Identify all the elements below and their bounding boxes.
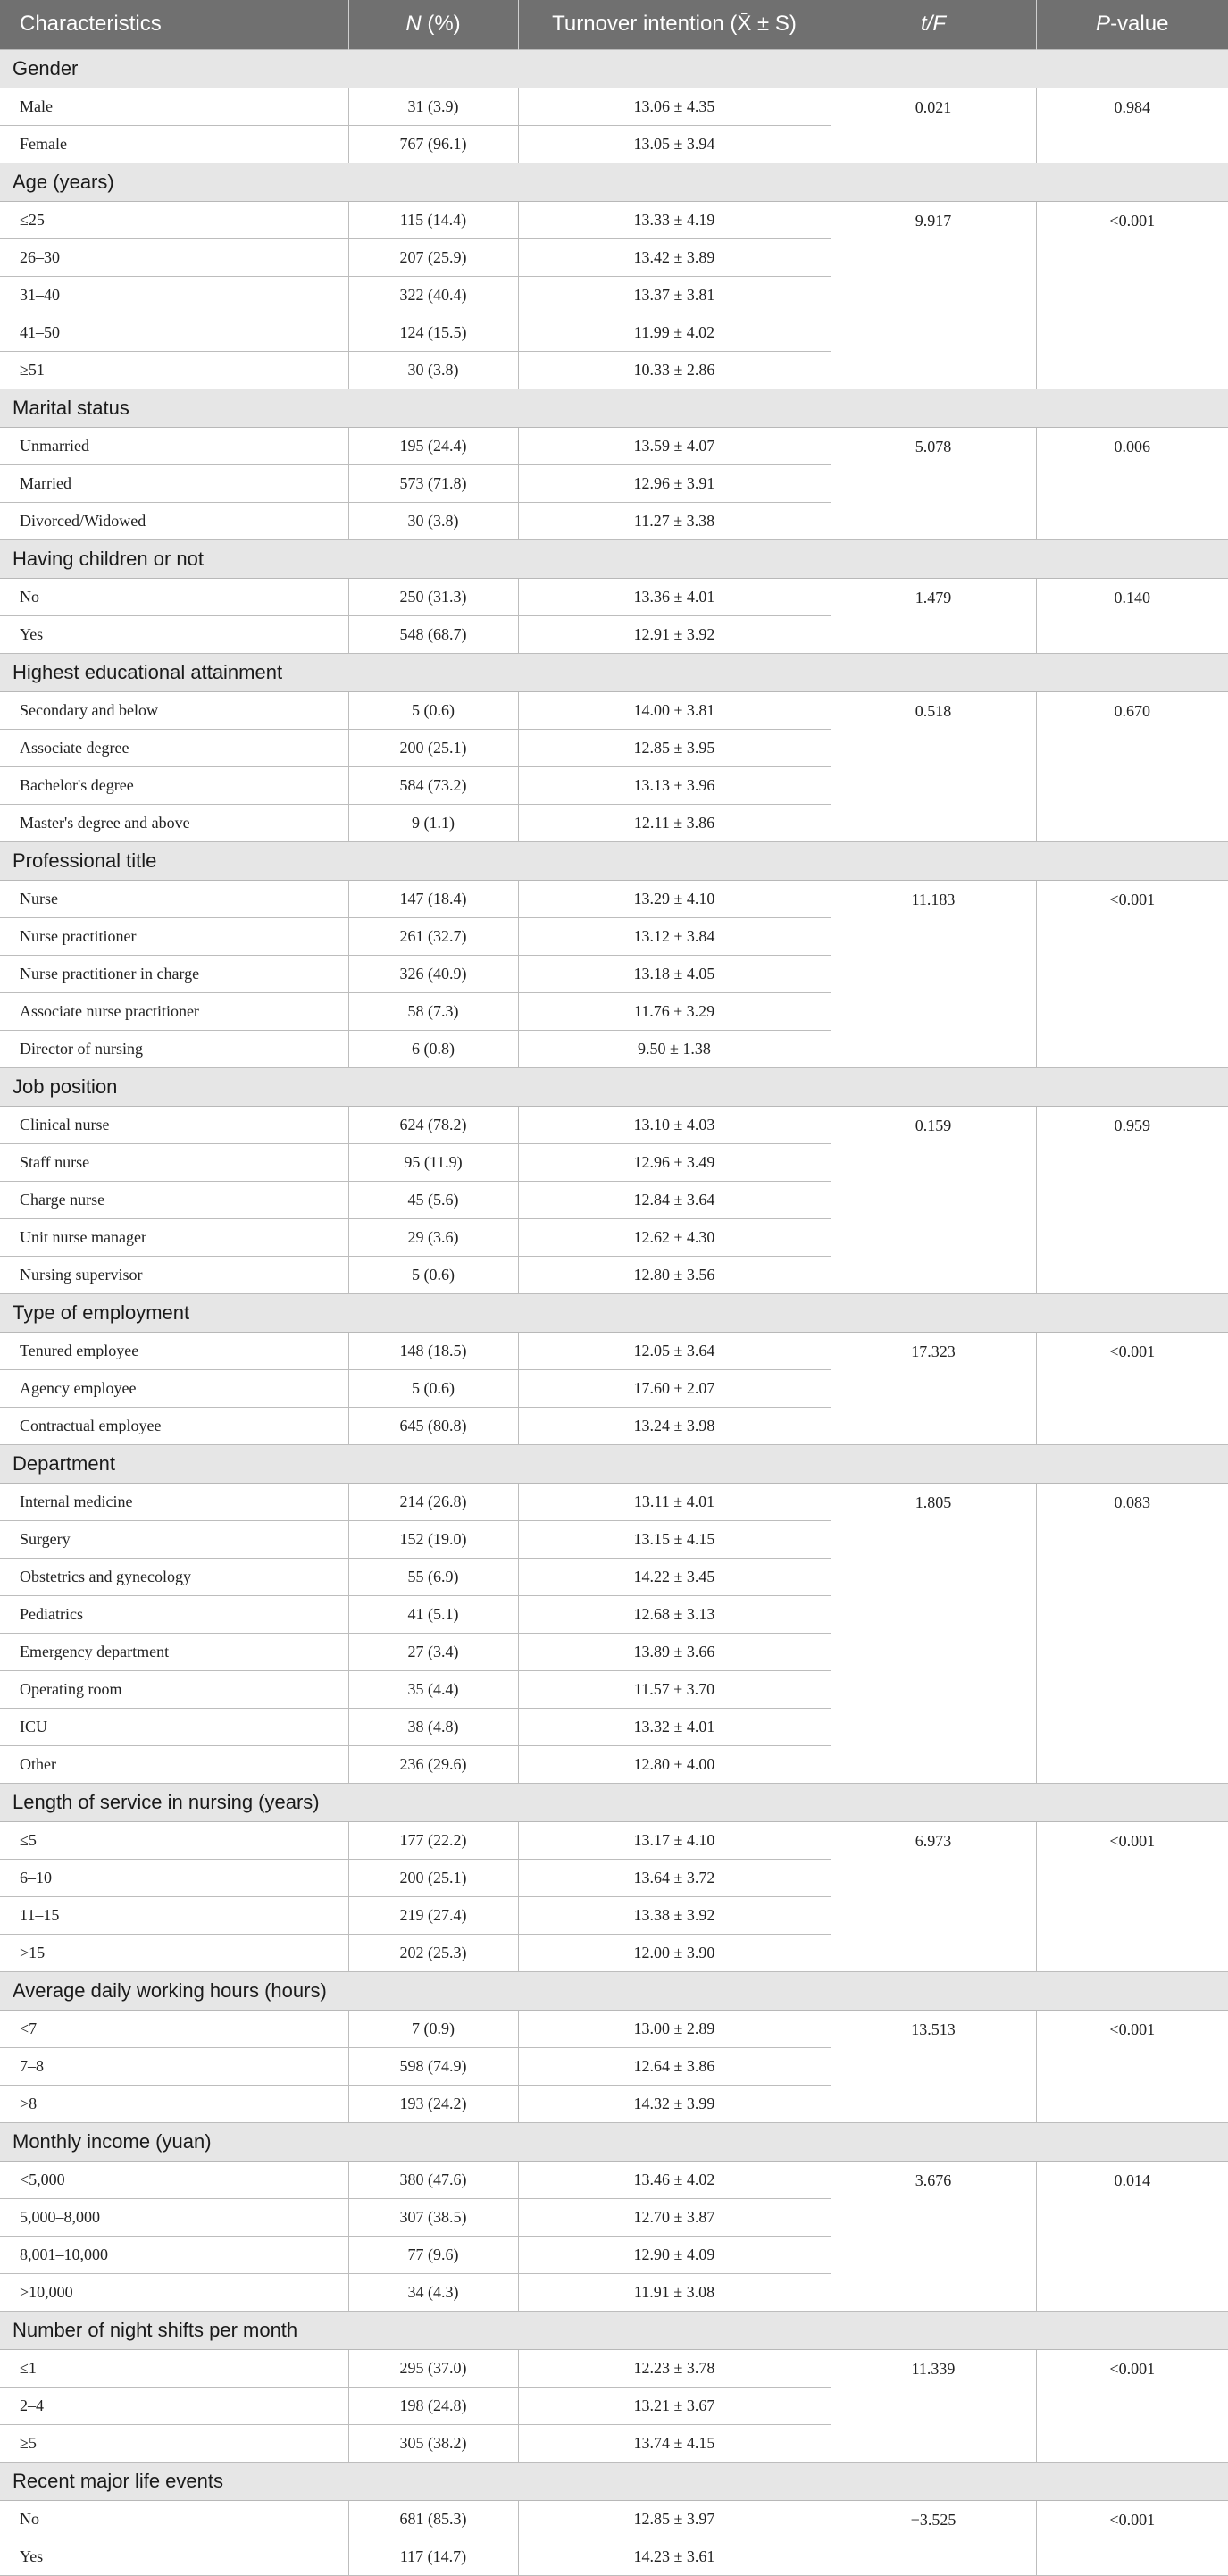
- row-turnover-intention: 17.60 ± 2.07: [518, 1369, 831, 1407]
- header-characteristics: Characteristics: [0, 0, 348, 49]
- row-n-percent: 584 (73.2): [348, 766, 518, 804]
- row-label: Agency employee: [0, 1369, 348, 1407]
- header-p-rest: -value: [1110, 12, 1169, 37]
- row-n-percent: 236 (29.6): [348, 1745, 518, 1783]
- row-turnover-intention: 14.23 ± 3.61: [518, 2538, 831, 2575]
- group-title: Monthly income (yuan): [0, 2122, 1228, 2161]
- row-label: Married: [0, 464, 348, 502]
- group-t-f-value: 17.323: [831, 1332, 1036, 1444]
- group-t-f-value: 0.021: [831, 88, 1036, 163]
- table-row: [0, 2161, 1228, 2198]
- group-header-row: [0, 1293, 1228, 1332]
- row-label: Internal medicine: [0, 1483, 348, 1520]
- group-p-value: <0.001: [1036, 2349, 1228, 2462]
- group-header-row: [0, 1067, 1228, 1106]
- row-label: Master's degree and above: [0, 804, 348, 841]
- row-n-percent: 6 (0.8): [348, 1030, 518, 1067]
- table-row: [0, 880, 1228, 917]
- row-turnover-intention: 13.64 ± 3.72: [518, 1859, 831, 1896]
- row-label: Secondary and below: [0, 691, 348, 729]
- table-row: [0, 201, 1228, 238]
- group-header-row: [0, 389, 1228, 427]
- group-header-row: [0, 49, 1228, 88]
- row-label: ICU: [0, 1708, 348, 1745]
- header-n-rest: (%): [421, 12, 461, 37]
- group-t-f-value: 9.917: [831, 201, 1036, 389]
- row-n-percent: 598 (74.9): [348, 2047, 518, 2085]
- row-turnover-intention: 12.84 ± 3.64: [518, 1181, 831, 1218]
- row-n-percent: 35 (4.4): [348, 1670, 518, 1708]
- group-header-row: [0, 653, 1228, 691]
- group-title: Having children or not: [0, 539, 1228, 578]
- row-turnover-intention: 12.80 ± 4.00: [518, 1745, 831, 1783]
- row-turnover-intention: 13.17 ± 4.10: [518, 1821, 831, 1859]
- row-n-percent: 124 (15.5): [348, 314, 518, 351]
- row-turnover-intention: 11.76 ± 3.29: [518, 992, 831, 1030]
- row-turnover-intention: 12.96 ± 3.91: [518, 464, 831, 502]
- header-n-percent: [348, 0, 518, 49]
- group-title: Professional title: [0, 841, 1228, 880]
- row-label: Surgery: [0, 1520, 348, 1558]
- row-n-percent: 177 (22.2): [348, 1821, 518, 1859]
- row-turnover-intention: 13.11 ± 4.01: [518, 1483, 831, 1520]
- row-n-percent: 195 (24.4): [348, 427, 518, 464]
- row-label: 7–8: [0, 2047, 348, 2085]
- row-turnover-intention: 13.00 ± 2.89: [518, 2010, 831, 2047]
- row-turnover-intention: 13.05 ± 3.94: [518, 125, 831, 163]
- header-turnover-intention: Turnover intention (X̄ ± S): [518, 0, 831, 49]
- row-n-percent: 200 (25.1): [348, 1859, 518, 1896]
- row-label: Staff nurse: [0, 1143, 348, 1181]
- row-n-percent: 219 (27.4): [348, 1896, 518, 1934]
- row-label: Pediatrics: [0, 1595, 348, 1633]
- table-row: [0, 427, 1228, 464]
- row-turnover-intention: 11.57 ± 3.70: [518, 1670, 831, 1708]
- row-label: Contractual employee: [0, 1407, 348, 1444]
- row-label: Tenured employee: [0, 1332, 348, 1369]
- row-n-percent: 548 (68.7): [348, 615, 518, 653]
- row-n-percent: 77 (9.6): [348, 2236, 518, 2273]
- row-n-percent: 5 (0.6): [348, 1256, 518, 1293]
- row-turnover-intention: 11.91 ± 3.08: [518, 2273, 831, 2311]
- row-n-percent: 41 (5.1): [348, 1595, 518, 1633]
- row-n-percent: 5 (0.6): [348, 1369, 518, 1407]
- row-turnover-intention: 11.27 ± 3.38: [518, 502, 831, 539]
- table-row: [0, 2500, 1228, 2538]
- row-n-percent: 322 (40.4): [348, 276, 518, 314]
- group-title: Number of night shifts per month: [0, 2311, 1228, 2349]
- row-turnover-intention: 12.90 ± 4.09: [518, 2236, 831, 2273]
- group-title: Job position: [0, 1067, 1228, 1106]
- row-label: Yes: [0, 615, 348, 653]
- group-title: Average daily working hours (hours): [0, 1971, 1228, 2010]
- row-n-percent: 115 (14.4): [348, 201, 518, 238]
- header-t-f: t/F: [831, 0, 1036, 49]
- group-p-value: 0.014: [1036, 2161, 1228, 2311]
- table-row: [0, 1821, 1228, 1859]
- row-n-percent: 147 (18.4): [348, 880, 518, 917]
- row-label: Bachelor's degree: [0, 766, 348, 804]
- row-label: 8,001–10,000: [0, 2236, 348, 2273]
- row-label: Nurse: [0, 880, 348, 917]
- row-turnover-intention: 13.32 ± 4.01: [518, 1708, 831, 1745]
- group-p-value: <0.001: [1036, 1821, 1228, 1971]
- row-turnover-intention: 13.59 ± 4.07: [518, 427, 831, 464]
- group-title: Type of employment: [0, 1293, 1228, 1332]
- row-turnover-intention: 11.99 ± 4.02: [518, 314, 831, 351]
- header-n-italic: N: [405, 12, 422, 37]
- row-n-percent: 767 (96.1): [348, 125, 518, 163]
- row-n-percent: 645 (80.8): [348, 1407, 518, 1444]
- row-n-percent: 7 (0.9): [348, 2010, 518, 2047]
- row-turnover-intention: 12.68 ± 3.13: [518, 1595, 831, 1633]
- table-body: [0, 49, 1228, 2575]
- row-turnover-intention: 13.12 ± 3.84: [518, 917, 831, 955]
- row-turnover-intention: 13.89 ± 3.66: [518, 1633, 831, 1670]
- row-label: Director of nursing: [0, 1030, 348, 1067]
- row-n-percent: 30 (3.8): [348, 502, 518, 539]
- row-n-percent: 307 (38.5): [348, 2198, 518, 2236]
- row-n-percent: 5 (0.6): [348, 691, 518, 729]
- row-n-percent: 9 (1.1): [348, 804, 518, 841]
- row-n-percent: 30 (3.8): [348, 351, 518, 389]
- group-p-value: <0.001: [1036, 2500, 1228, 2575]
- row-turnover-intention: 14.32 ± 3.99: [518, 2085, 831, 2122]
- group-title: Highest educational attainment: [0, 653, 1228, 691]
- row-label: Obstetrics and gynecology: [0, 1558, 348, 1595]
- group-p-value: 0.140: [1036, 578, 1228, 653]
- group-p-value: 0.006: [1036, 427, 1228, 539]
- row-n-percent: 200 (25.1): [348, 729, 518, 766]
- group-p-value: 0.959: [1036, 1106, 1228, 1293]
- group-t-f-value: 0.518: [831, 691, 1036, 841]
- row-label: Unmarried: [0, 427, 348, 464]
- row-label: Yes: [0, 2538, 348, 2575]
- row-turnover-intention: 12.05 ± 3.64: [518, 1332, 831, 1369]
- row-n-percent: 31 (3.9): [348, 88, 518, 125]
- row-label: Other: [0, 1745, 348, 1783]
- group-header-row: [0, 2462, 1228, 2500]
- row-n-percent: 573 (71.8): [348, 464, 518, 502]
- row-label: Divorced/Widowed: [0, 502, 348, 539]
- row-turnover-intention: 13.37 ± 3.81: [518, 276, 831, 314]
- row-turnover-intention: 13.15 ± 4.15: [518, 1520, 831, 1558]
- row-n-percent: 681 (85.3): [348, 2500, 518, 2538]
- row-turnover-intention: 13.74 ± 4.15: [518, 2424, 831, 2462]
- row-label: 31–40: [0, 276, 348, 314]
- row-n-percent: 305 (38.2): [348, 2424, 518, 2462]
- group-t-f-value: 1.805: [831, 1483, 1036, 1783]
- row-label: 26–30: [0, 238, 348, 276]
- row-n-percent: 38 (4.8): [348, 1708, 518, 1745]
- row-n-percent: 34 (4.3): [348, 2273, 518, 2311]
- row-label: 5,000–8,000: [0, 2198, 348, 2236]
- row-turnover-intention: 12.85 ± 3.97: [518, 2500, 831, 2538]
- header-p-italic: P: [1096, 12, 1111, 37]
- row-n-percent: 152 (19.0): [348, 1520, 518, 1558]
- row-turnover-intention: 14.00 ± 3.81: [518, 691, 831, 729]
- row-turnover-intention: 13.33 ± 4.19: [518, 201, 831, 238]
- table-row: [0, 691, 1228, 729]
- row-label: Male: [0, 88, 348, 125]
- table-row: [0, 1483, 1228, 1520]
- table-row: [0, 578, 1228, 615]
- row-turnover-intention: 13.38 ± 3.92: [518, 1896, 831, 1934]
- row-label: ≤5: [0, 1821, 348, 1859]
- row-turnover-intention: 13.18 ± 4.05: [518, 955, 831, 992]
- group-header-row: [0, 539, 1228, 578]
- group-header-row: [0, 1971, 1228, 2010]
- row-turnover-intention: 12.80 ± 3.56: [518, 1256, 831, 1293]
- table-row: [0, 1106, 1228, 1143]
- row-turnover-intention: 13.29 ± 4.10: [518, 880, 831, 917]
- row-n-percent: 295 (37.0): [348, 2349, 518, 2387]
- group-title: Gender: [0, 49, 1228, 88]
- row-n-percent: 250 (31.3): [348, 578, 518, 615]
- row-label: Nurse practitioner in charge: [0, 955, 348, 992]
- group-p-value: 0.984: [1036, 88, 1228, 163]
- group-p-value: <0.001: [1036, 1332, 1228, 1444]
- group-title: Department: [0, 1444, 1228, 1483]
- row-turnover-intention: 12.00 ± 3.90: [518, 1934, 831, 1971]
- row-turnover-intention: 12.23 ± 3.78: [518, 2349, 831, 2387]
- row-turnover-intention: 10.33 ± 2.86: [518, 351, 831, 389]
- row-label: >15: [0, 1934, 348, 1971]
- group-t-f-value: −3.525: [831, 2500, 1036, 2575]
- row-turnover-intention: 13.10 ± 4.03: [518, 1106, 831, 1143]
- group-title: Age (years): [0, 163, 1228, 201]
- row-n-percent: 624 (78.2): [348, 1106, 518, 1143]
- table-row: [0, 2349, 1228, 2387]
- row-n-percent: 193 (24.2): [348, 2085, 518, 2122]
- group-p-value: 0.083: [1036, 1483, 1228, 1783]
- group-header-row: [0, 163, 1228, 201]
- row-n-percent: 45 (5.6): [348, 1181, 518, 1218]
- group-header-row: [0, 841, 1228, 880]
- row-n-percent: 207 (25.9): [348, 238, 518, 276]
- row-label: <7: [0, 2010, 348, 2047]
- group-p-value: <0.001: [1036, 880, 1228, 1067]
- row-n-percent: 95 (11.9): [348, 1143, 518, 1181]
- row-label: ≥51: [0, 351, 348, 389]
- table-header: [0, 0, 1228, 49]
- group-t-f-value: 0.159: [831, 1106, 1036, 1293]
- row-label: Associate nurse practitioner: [0, 992, 348, 1030]
- row-turnover-intention: 12.96 ± 3.49: [518, 1143, 831, 1181]
- row-label: >10,000: [0, 2273, 348, 2311]
- row-label: Charge nurse: [0, 1181, 348, 1218]
- table-row: [0, 1332, 1228, 1369]
- group-p-value: 0.670: [1036, 691, 1228, 841]
- row-n-percent: 148 (18.5): [348, 1332, 518, 1369]
- row-n-percent: 29 (3.6): [348, 1218, 518, 1256]
- row-turnover-intention: 9.50 ± 1.38: [518, 1030, 831, 1067]
- row-label: 11–15: [0, 1896, 348, 1934]
- row-n-percent: 198 (24.8): [348, 2387, 518, 2424]
- group-p-value: <0.001: [1036, 201, 1228, 389]
- row-turnover-intention: 12.64 ± 3.86: [518, 2047, 831, 2085]
- group-t-f-value: 11.183: [831, 880, 1036, 1067]
- row-turnover-intention: 13.06 ± 4.35: [518, 88, 831, 125]
- row-turnover-intention: 12.85 ± 3.95: [518, 729, 831, 766]
- row-n-percent: 380 (47.6): [348, 2161, 518, 2198]
- row-label: 6–10: [0, 1859, 348, 1896]
- group-t-f-value: 1.479: [831, 578, 1036, 653]
- row-label: Unit nurse manager: [0, 1218, 348, 1256]
- row-turnover-intention: 13.13 ± 3.96: [518, 766, 831, 804]
- row-label: ≥5: [0, 2424, 348, 2462]
- row-turnover-intention: 12.62 ± 4.30: [518, 1218, 831, 1256]
- row-n-percent: 55 (6.9): [348, 1558, 518, 1595]
- row-turnover-intention: 12.91 ± 3.92: [518, 615, 831, 653]
- row-label: Operating room: [0, 1670, 348, 1708]
- row-turnover-intention: 13.21 ± 3.67: [518, 2387, 831, 2424]
- row-n-percent: 58 (7.3): [348, 992, 518, 1030]
- row-label: ≤1: [0, 2349, 348, 2387]
- row-label: No: [0, 2500, 348, 2538]
- group-header-row: [0, 2122, 1228, 2161]
- row-turnover-intention: 13.36 ± 4.01: [518, 578, 831, 615]
- row-turnover-intention: 13.24 ± 3.98: [518, 1407, 831, 1444]
- row-n-percent: 27 (3.4): [348, 1633, 518, 1670]
- group-header-row: [0, 2311, 1228, 2349]
- row-label: >8: [0, 2085, 348, 2122]
- row-n-percent: 261 (32.7): [348, 917, 518, 955]
- row-n-percent: 202 (25.3): [348, 1934, 518, 1971]
- group-title: Length of service in nursing (years): [0, 1783, 1228, 1821]
- group-title: Marital status: [0, 389, 1228, 427]
- row-n-percent: 326 (40.9): [348, 955, 518, 992]
- group-t-f-value: 11.339: [831, 2349, 1036, 2462]
- group-t-f-value: 3.676: [831, 2161, 1036, 2311]
- group-t-f-value: 5.078: [831, 427, 1036, 539]
- row-n-percent: 117 (14.7): [348, 2538, 518, 2575]
- group-title: Recent major life events: [0, 2462, 1228, 2500]
- row-label: ≤25: [0, 201, 348, 238]
- header-p-value: [1036, 0, 1228, 49]
- row-turnover-intention: 13.46 ± 4.02: [518, 2161, 831, 2198]
- row-label: Nurse practitioner: [0, 917, 348, 955]
- group-header-row: [0, 1783, 1228, 1821]
- row-turnover-intention: 12.70 ± 3.87: [518, 2198, 831, 2236]
- row-label: 41–50: [0, 314, 348, 351]
- row-label: Clinical nurse: [0, 1106, 348, 1143]
- group-p-value: <0.001: [1036, 2010, 1228, 2122]
- row-turnover-intention: 14.22 ± 3.45: [518, 1558, 831, 1595]
- group-t-f-value: 13.513: [831, 2010, 1036, 2122]
- table-row: [0, 2010, 1228, 2047]
- row-label: <5,000: [0, 2161, 348, 2198]
- row-label: Emergency department: [0, 1633, 348, 1670]
- row-label: Female: [0, 125, 348, 163]
- row-n-percent: 214 (26.8): [348, 1483, 518, 1520]
- table-row: [0, 88, 1228, 125]
- group-t-f-value: 6.973: [831, 1821, 1036, 1971]
- group-header-row: [0, 1444, 1228, 1483]
- row-label: 2–4: [0, 2387, 348, 2424]
- row-label: Nursing supervisor: [0, 1256, 348, 1293]
- row-turnover-intention: 12.11 ± 3.86: [518, 804, 831, 841]
- row-turnover-intention: 13.42 ± 3.89: [518, 238, 831, 276]
- row-label: No: [0, 578, 348, 615]
- row-label: Associate degree: [0, 729, 348, 766]
